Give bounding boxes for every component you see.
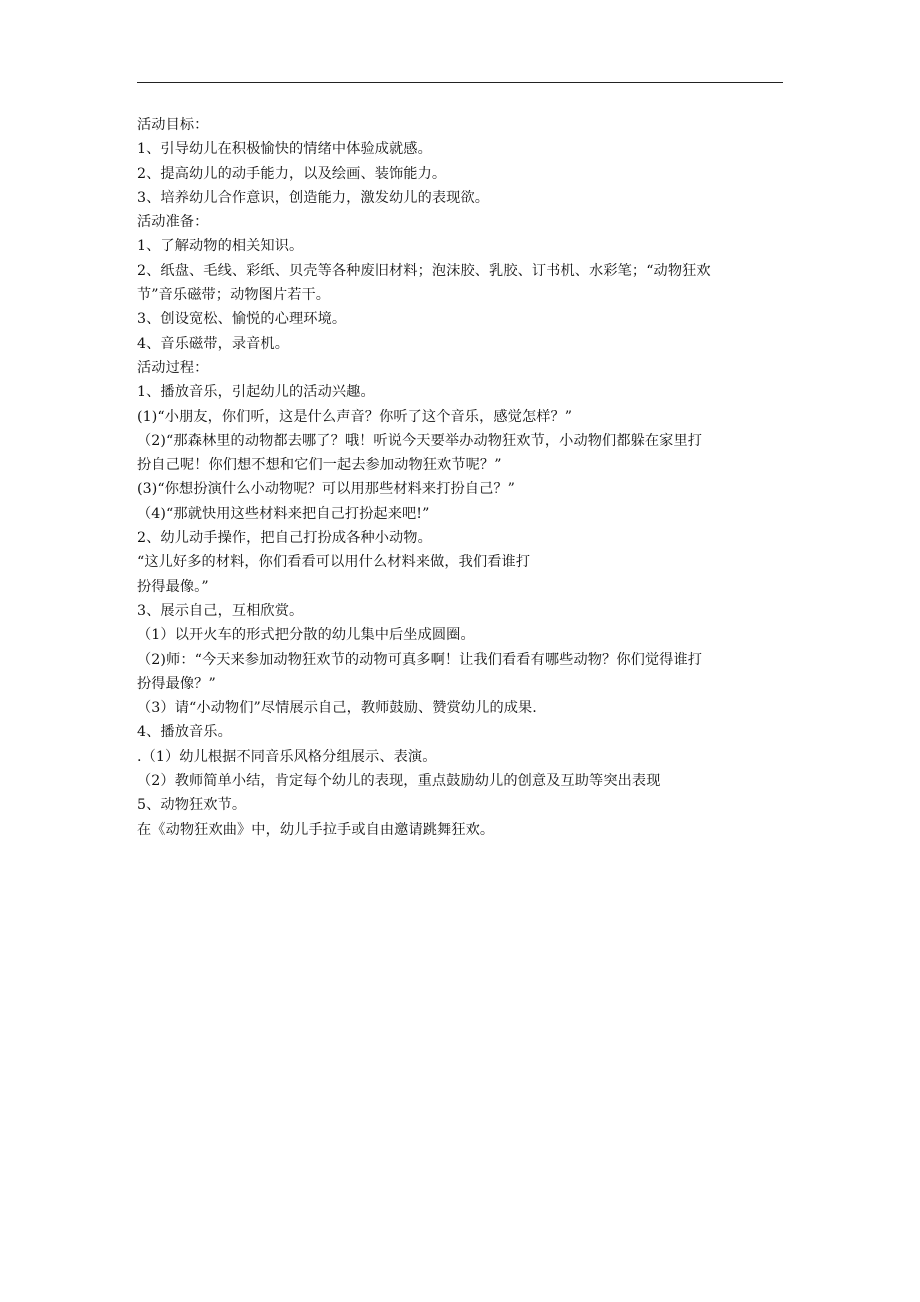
text-line: 扮得最像？” bbox=[137, 675, 216, 692]
text-line: （4)“那就快用这些材料来把自己打扮起来吧!” bbox=[137, 505, 430, 522]
text-line: 1、播放音乐，引起幼儿的活动兴趣。 bbox=[137, 384, 375, 401]
document-body bbox=[137, 113, 797, 842]
text-line: （2)“那森林里的动物都去哪了？哦！听说今天要举办动物狂欢节，小动物们都躲在家里打 bbox=[137, 432, 703, 449]
text-line: 节”音乐磁带；动物图片若干。 bbox=[137, 287, 331, 304]
text-line: 2、幼儿动手操作，把自己打扮成各种小动物。 bbox=[137, 530, 432, 547]
text-line: 2、纸盘、毛线、彩纸、贝壳等各种废旧材料；泡沫胶、乳胶、订书机、水彩笔；“动物狂欢 bbox=[137, 262, 711, 279]
text-line: (1)“小朋友，你们听，这是什么声音？你听了这个音乐，感觉怎样？” bbox=[137, 408, 573, 425]
text-line: 4、音乐磁带，录音机。 bbox=[137, 335, 290, 352]
text-line: 4、播放音乐。 bbox=[137, 724, 232, 741]
text-line: “这儿好多的材料，你们看看可以用什么材料来做，我们看谁打 bbox=[137, 554, 531, 571]
text-line: 3、创设宽松、愉悦的心理环境。 bbox=[137, 311, 347, 328]
text-line: 扮自己呢！你们想不想和它们一起去参加动物狂欢节呢？” bbox=[137, 457, 502, 474]
text-line: 1、引导幼儿在积极愉快的情绪中体验成就感。 bbox=[137, 141, 432, 158]
text-line: （3）请“小动物们”尽情展示自己，教师鼓励、赞赏幼儿的成果. bbox=[137, 700, 537, 717]
text-line: 2、提高幼儿的动手能力，以及绘画、装饰能力。 bbox=[137, 165, 447, 182]
text-line: 活动过程： bbox=[137, 359, 209, 376]
text-line: .（1）幼儿根据不同音乐风格分组展示、表演。 bbox=[137, 748, 437, 765]
text-line: 扮得最像。” bbox=[137, 578, 209, 595]
text-line: 3、展示自己，互相欣赏。 bbox=[137, 602, 304, 619]
text-line: 3、培养幼儿合作意识，创造能力，激发幼儿的表现欲。 bbox=[137, 189, 490, 206]
header-rule bbox=[137, 82, 783, 83]
text-line: （2）教师简单小结，肯定每个幼儿的表现，重点鼓励幼儿的创意及互助等突出表现 bbox=[137, 773, 661, 790]
text-line: 在《动物狂欢曲》中，幼儿手拉手或自由邀请跳舞狂欢。 bbox=[137, 821, 495, 838]
text-line: (3)“你想扮演什么小动物呢？可以用那些材料来打扮自己？” bbox=[137, 481, 516, 498]
text-line: 5、动物狂欢节。 bbox=[137, 797, 247, 814]
text-line: 活动目标： bbox=[137, 117, 209, 133]
text-line: （2)师：“今天来参加动物狂欢节的动物可真多啊！让我们看看有哪些动物？你们觉得谁打 bbox=[137, 651, 703, 668]
text-line: 1、了解动物的相关知识。 bbox=[137, 238, 304, 255]
text-line: 活动准备： bbox=[137, 214, 209, 231]
text-line: （1）以开火车的形式把分散的幼儿集中后坐成圆圈。 bbox=[137, 627, 475, 644]
